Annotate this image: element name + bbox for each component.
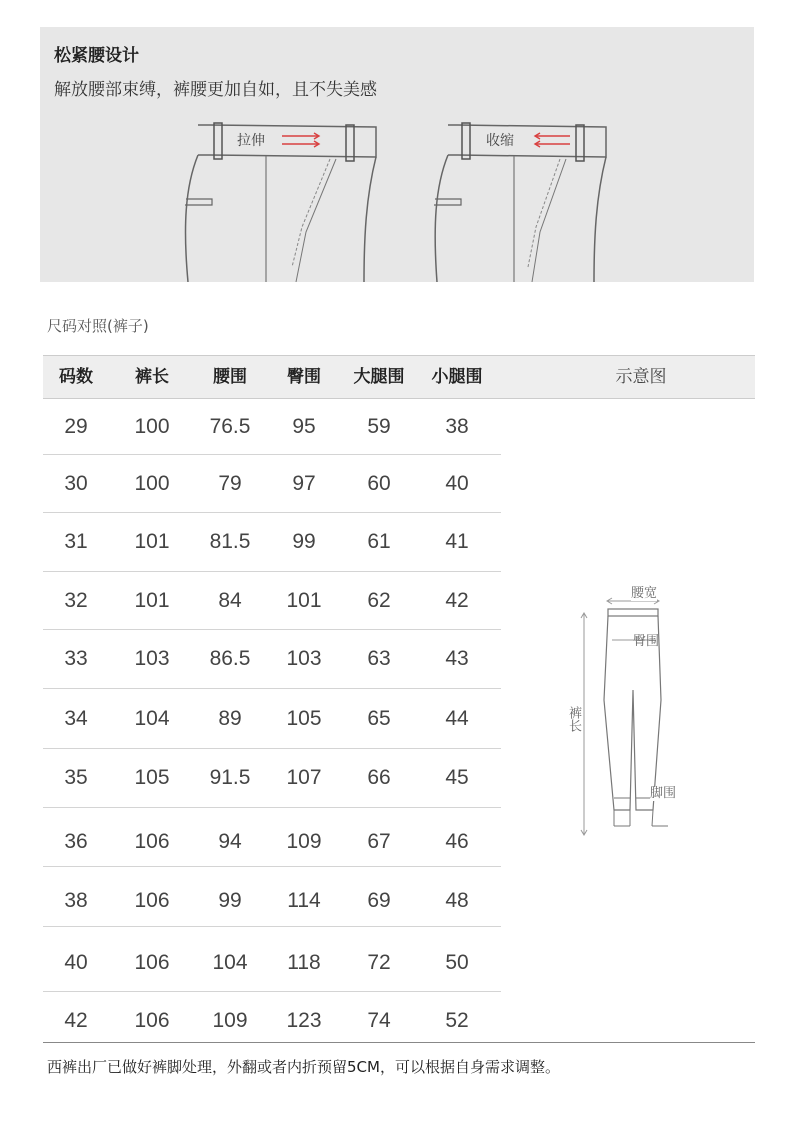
- shrink-label: 收缩: [486, 133, 514, 149]
- cell-hip: 114: [287, 889, 321, 912]
- table-row: [43, 992, 501, 1052]
- cell-size: 36: [64, 830, 88, 853]
- table-row: [43, 572, 501, 630]
- cell-calf: 52: [445, 1009, 469, 1032]
- cell-size: 34: [64, 707, 88, 730]
- shrink-pants-icon: [428, 27, 658, 282]
- cell-thigh: 62: [367, 589, 391, 612]
- cell-calf: 44: [445, 707, 469, 730]
- cell-waist: 94: [218, 830, 242, 853]
- stretch-pants-icon: [180, 27, 410, 282]
- cell-length: 100: [134, 472, 170, 495]
- table-row: [43, 749, 501, 808]
- cell-waist: 76.5: [209, 415, 251, 438]
- cell-waist: 81.5: [209, 530, 251, 553]
- cell-hip: 103: [286, 647, 322, 670]
- table-row: [43, 398, 501, 455]
- cell-hip: 97: [292, 472, 316, 495]
- cell-length: 101: [134, 530, 170, 553]
- cell-size: 38: [64, 889, 88, 912]
- cell-waist: 84: [218, 589, 242, 612]
- cell-calf: 38: [445, 415, 469, 438]
- cell-thigh: 61: [367, 530, 391, 553]
- cell-hip: 107: [286, 766, 322, 789]
- banner-subtitle: 解放腰部束缚，裤腰更加自如，且不失美感: [54, 80, 377, 100]
- cell-hip: 95: [292, 415, 316, 438]
- stretch-label: 拉伸: [237, 133, 265, 149]
- cell-size: 29: [64, 415, 88, 438]
- cell-thigh: 65: [367, 707, 391, 730]
- cell-thigh: 66: [367, 766, 391, 789]
- cell-calf: 40: [445, 472, 469, 495]
- cell-calf: 43: [445, 647, 469, 670]
- cell-calf: 46: [445, 830, 469, 853]
- pants-measurement-diagram: [560, 580, 700, 850]
- cell-calf: 48: [445, 889, 469, 912]
- table-row: [43, 630, 501, 689]
- cell-thigh: 67: [367, 830, 391, 853]
- stretch-illustration: [180, 27, 410, 282]
- table-row: [43, 513, 501, 572]
- cell-hip: 123: [286, 1009, 322, 1032]
- cell-length: 106: [134, 951, 170, 974]
- hem-note: 西裤出厂已做好裤脚处理，外翻或者内折预留5CM，可以根据自身需求调整。: [47, 1058, 560, 1076]
- cell-calf: 50: [445, 951, 469, 974]
- cell-hip: 109: [286, 830, 322, 853]
- cell-hip: 99: [292, 530, 316, 553]
- cell-waist: 104: [212, 951, 248, 974]
- shrink-illustration: [428, 27, 658, 282]
- table-row: [43, 455, 501, 513]
- banner-title: 松紧腰设计: [54, 46, 139, 66]
- cell-hip: 118: [287, 951, 321, 974]
- header-waist: 腰围: [213, 367, 247, 387]
- diagram-hip-label: 臀围: [633, 634, 660, 649]
- cell-size: 31: [64, 530, 88, 553]
- header-size: 码数: [59, 367, 93, 387]
- cell-size: 35: [64, 766, 88, 789]
- cell-size: 42: [64, 1009, 88, 1032]
- cell-thigh: 59: [367, 415, 391, 438]
- diagram-length-label: 裤长: [566, 706, 581, 732]
- diagram-waist-label: 腰宽: [631, 586, 658, 601]
- section-title: 尺码对照(裤子): [47, 317, 149, 335]
- cell-length: 100: [134, 415, 170, 438]
- table-header: [43, 355, 755, 399]
- diagram-hem-label: 脚围: [650, 786, 677, 801]
- cell-thigh: 74: [367, 1009, 391, 1032]
- cell-length: 105: [134, 766, 170, 789]
- cell-length: 106: [134, 889, 170, 912]
- cell-size: 33: [64, 647, 88, 670]
- table-row: [43, 689, 501, 749]
- cell-waist: 91.5: [209, 766, 251, 789]
- cell-thigh: 63: [367, 647, 391, 670]
- table-row: [43, 927, 501, 992]
- waist-feature-banner: [40, 27, 754, 282]
- cell-length: 104: [134, 707, 170, 730]
- table-row: [43, 808, 501, 867]
- cell-waist: 79: [218, 472, 242, 495]
- header-diagram: 示意图: [615, 367, 667, 387]
- header-hip: 臀围: [287, 367, 321, 387]
- cell-hip: 105: [286, 707, 322, 730]
- cell-calf: 41: [445, 530, 469, 553]
- cell-thigh: 60: [367, 472, 391, 495]
- header-thigh: 大腿围: [353, 367, 405, 387]
- header-length: 裤长: [135, 367, 169, 387]
- cell-size: 30: [64, 472, 88, 495]
- pants-outline-icon: [560, 580, 700, 850]
- size-table-body: [43, 398, 501, 1052]
- cell-hip: 101: [286, 589, 322, 612]
- cell-waist: 89: [218, 707, 242, 730]
- cell-waist: 86.5: [209, 647, 251, 670]
- cell-length: 106: [134, 830, 170, 853]
- cell-waist: 109: [212, 1009, 248, 1032]
- cell-length: 101: [134, 589, 170, 612]
- cell-size: 40: [64, 951, 88, 974]
- cell-size: 32: [64, 589, 88, 612]
- cell-length: 106: [134, 1009, 170, 1032]
- table-row: [43, 867, 501, 927]
- cell-length: 103: [134, 647, 170, 670]
- cell-waist: 99: [218, 889, 242, 912]
- cell-calf: 42: [445, 589, 469, 612]
- cell-thigh: 72: [367, 951, 391, 974]
- header-calf: 小腿围: [431, 367, 483, 387]
- table-bottom-divider: [43, 1042, 755, 1043]
- cell-calf: 45: [445, 766, 469, 789]
- cell-thigh: 69: [367, 889, 391, 912]
